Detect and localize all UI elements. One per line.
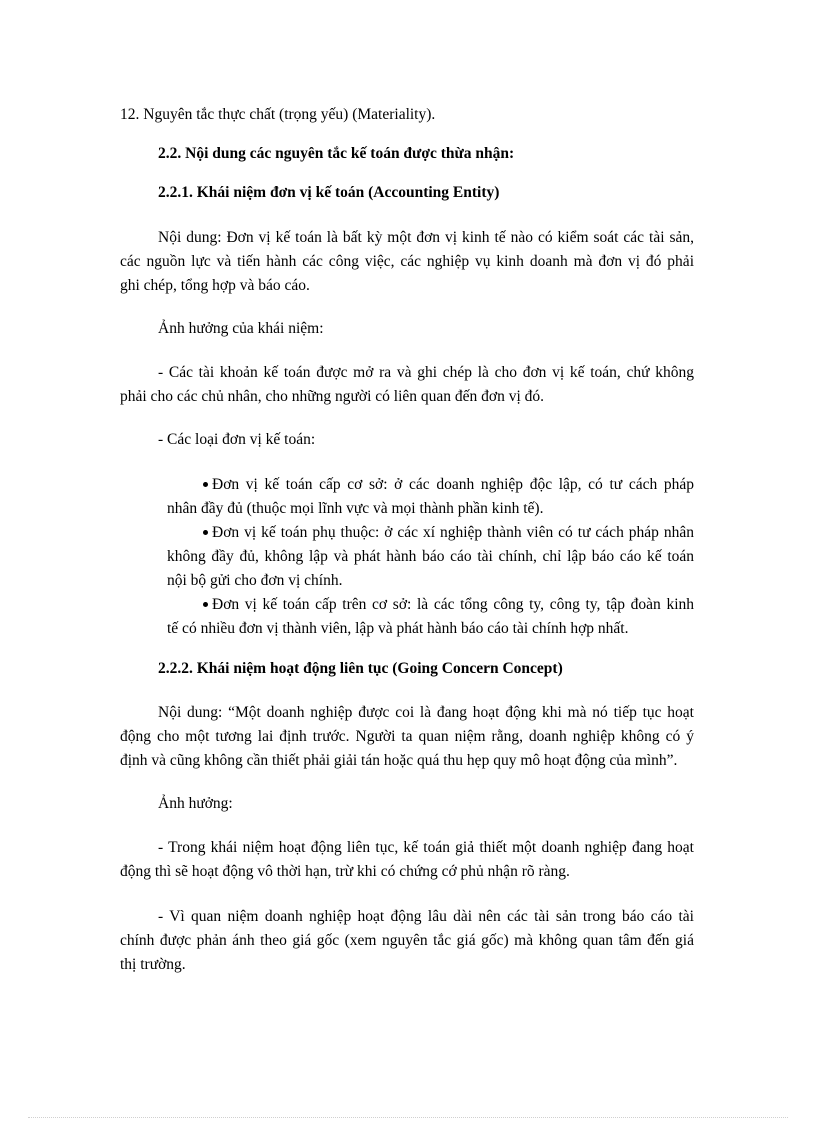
paragraph-line: Ảnh hưởng của khái niệm: xyxy=(158,320,324,337)
bullet-icon xyxy=(203,602,208,607)
paragraph-line: định và cũng không cần thiết phải giải tán hoặc quá thu hẹp quy mô hoạt động của mình”. xyxy=(120,752,678,769)
bullet-icon xyxy=(203,482,208,487)
paragraph-line: - Vì quan niệm doanh nghiệp hoạt động lâu dài nên các tài sản trong báo cáo tài xyxy=(158,908,694,925)
section-heading-2-2-1: 2.2.1. Khái niệm đơn vị kế toán (Accounting Entity) xyxy=(158,184,500,201)
paragraph-line: các nguồn lực và tiến hành các công việc, các nghiệp vụ kinh doanh mà đơn vị đó phải xyxy=(120,253,694,270)
paragraph-line: động cho một tương lai định trước. Người ta quan niệm rằng, doanh nghiệp không có ý xyxy=(120,728,694,745)
bullet-line: không đầy đủ, không lập và phát hành báo cáo tài chính, chỉ lập báo cáo kế toán xyxy=(167,548,694,565)
section-heading-2-2-2: 2.2.2. Khái niệm hoạt động liên tục (Going Concern Concept) xyxy=(158,660,563,677)
bullet-line: tế có nhiều đơn vị thành viên, lập và phát hành báo cáo tài chính hợp nhất. xyxy=(167,620,629,637)
paragraph-line: chính được phản ánh theo giá gốc (xem nguyên tắc giá gốc) mà không quan tâm đến giá xyxy=(120,932,694,949)
bullet-icon xyxy=(203,530,208,535)
list-item-12: 12. Nguyên tắc thực chất (trọng yếu) (Materiality). xyxy=(120,106,436,123)
paragraph-line: - Trong khái niệm hoạt động liên tục, kế toán giả thiết một doanh nghiệp đang hoạt xyxy=(158,839,694,856)
paragraph-line: Ảnh hưởng: xyxy=(158,795,233,812)
bullet-line: nhân đầy đủ (thuộc mọi lĩnh vực và mọi thành phần kinh tế). xyxy=(167,500,544,517)
paragraph-line: - Các loại đơn vị kế toán: xyxy=(158,431,316,448)
bullet-line: Đơn vị kế toán cấp cơ sở: ở các doanh nghiệp độc lập, có tư cách pháp xyxy=(203,473,694,497)
page-bottom-divider xyxy=(28,1117,788,1118)
paragraph-line: phải cho các chủ nhân, cho những người có liên quan đến đơn vị đó. xyxy=(120,388,545,405)
bullet-line: Đơn vị kế toán cấp trên cơ sở: là các tổng công ty, công ty, tập đoàn kinh xyxy=(203,593,694,617)
paragraph-line: thị trường. xyxy=(120,956,186,973)
paragraph-line: - Các tài khoản kế toán được mở ra và ghi chép là cho đơn vị kế toán, chứ không xyxy=(158,364,694,381)
paragraph-line: Nội dung: Đơn vị kế toán là bất kỳ một đơn vị kinh tế nào có kiểm soát các tài sản, xyxy=(158,229,694,246)
paragraph-line: ghi chép, tổng hợp và báo cáo. xyxy=(120,277,310,294)
section-heading-2-2: 2.2. Nội dung các nguyên tắc kế toán được thừa nhận: xyxy=(158,145,515,162)
bullet-line: Đơn vị kế toán phụ thuộc: ở các xí nghiệp thành viên có tư cách pháp nhân xyxy=(203,521,694,545)
paragraph-line: Nội dung: “Một doanh nghiệp được coi là đang hoạt động khi mà nó tiếp tục hoạt xyxy=(158,704,694,721)
bullet-line: nội bộ gửi cho đơn vị chính. xyxy=(167,572,343,589)
paragraph-line: động thì sẽ hoạt động vô thời hạn, trừ khi có chứng cớ phủ nhận rõ ràng. xyxy=(120,863,570,880)
